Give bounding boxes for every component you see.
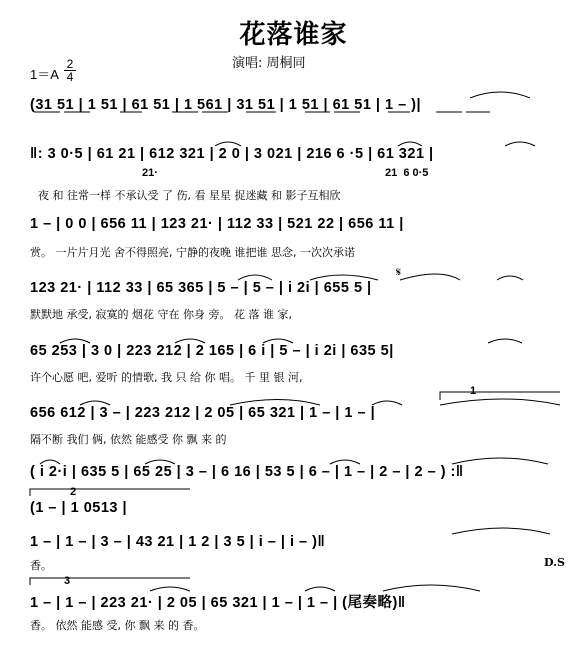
volta-bracket-2	[30, 489, 190, 496]
time-signature-bottom: 4	[66, 70, 74, 84]
lyrics-chorus-a: 许个心愿 吧, 爱听 的情歌, 我 只 给 你 唱。 千 里 银 河,	[30, 371, 303, 384]
slur	[330, 460, 360, 464]
lyrics-ending-3: 香。 依然 能感 受, 你 飘 来 的 香。	[30, 619, 205, 632]
slur	[230, 400, 320, 406]
notation-row-ending-2: (1 – | 1 0513 |	[30, 500, 128, 516]
slur	[238, 275, 272, 280]
slur	[80, 401, 110, 405]
slur	[372, 401, 402, 405]
slur	[505, 142, 535, 146]
lyrics-verse-b: 赏。 一片片月光 舍不得照亮, 宁静的夜晚 谁把谁 思念, 一次次承诺	[30, 246, 355, 259]
lyrics-verse-c: 默默地 承受, 寂寞的 烟花 守在 你身 旁。 花 落 谁 家,	[30, 308, 292, 321]
page-title: 花落谁家	[239, 20, 348, 50]
slur	[497, 276, 523, 280]
slur	[40, 460, 60, 464]
notation-row-intro: (31 51 | 1 51 | 61 51 | 1 561 | 31 51 | 1 51 | 61 51 | 1 – )|	[30, 97, 422, 113]
alt-notes-verse-a-2: 21 6 0·5	[385, 167, 429, 179]
volta-2-label: 2	[70, 486, 77, 498]
notation-row-verse-b: 1 – | 0 0 | 656 11 | 123 21· | 112 33 | 521 22 | 656 11 |	[30, 216, 404, 232]
notation-row-verse-a: ‖: 3 0·5 | 61 21 | 612 321 | 2 0 | 3 021 | 216 6 ·5 | 61 321 |	[30, 146, 434, 162]
volta-bracket-3	[30, 578, 190, 585]
singer-credit: 演唱: 周桐同	[232, 56, 306, 71]
slur	[263, 339, 293, 343]
slur	[215, 142, 241, 146]
segno-sign: 𝄋	[396, 265, 402, 279]
lyrics-chorus-b: 隔不断 我们 俩, 依然 能感受 你 飘 来 的	[30, 433, 227, 446]
time-signature-top: 2	[64, 58, 76, 71]
alt-notes-verse-a: 21·	[142, 167, 158, 179]
slur	[470, 92, 530, 98]
notation-row-ending-3: 1 – | 1 – | 223 21· | 2 05 | 65 321 | 1 – | 1 – | (尾奏略)‖	[30, 595, 406, 611]
slur	[452, 458, 548, 464]
slur	[175, 339, 205, 343]
volta-3-label: 3	[64, 575, 71, 587]
lyrics-verse-a: 夜 和 往常一样 不承认受 了 伤, 看 星星 捉迷藏 和 影子互相欣	[38, 189, 341, 202]
notation-row-ending-2b: 1 – | 1 – | 3 – | 43 21 | 1 2 | 3 5 | i – | i – )‖	[30, 534, 326, 550]
slur	[400, 274, 460, 280]
slur	[150, 587, 190, 591]
key-signature: 1＝A	[30, 67, 59, 82]
slur	[452, 528, 550, 534]
slur	[488, 339, 522, 343]
slur	[383, 585, 480, 591]
notation-row-verse-c: 123 21· | 112 33 | 65 365 | 5 – | 5 – | i 2i | 655 5 |	[30, 280, 372, 296]
notation-row-chorus-a: 65 253 | 3 0 | 223 212 | 2 165 | 6 i | 5 – | i 2i | 635 5|	[30, 343, 394, 359]
ds-marking: D.S	[544, 556, 565, 569]
lyrics-ending-2b: 香。	[30, 559, 52, 572]
slur	[310, 275, 378, 280]
notation-row-chorus-b: 656 612 | 3 – | 223 212 | 2 05 | 65 321 | 1 – | 1 – |	[30, 405, 376, 421]
slur	[440, 399, 560, 405]
slur	[145, 460, 175, 464]
slur	[60, 339, 90, 343]
volta-1-label: 1	[470, 385, 477, 397]
notation-row-interlude: ( i 2·i | 635 5 | 65 25 | 3 – | 6 16 | 53 5 | 6 – | 1 – | 2 – | 2 – ) :‖	[30, 464, 464, 480]
slur	[305, 587, 335, 591]
slur	[398, 142, 422, 146]
